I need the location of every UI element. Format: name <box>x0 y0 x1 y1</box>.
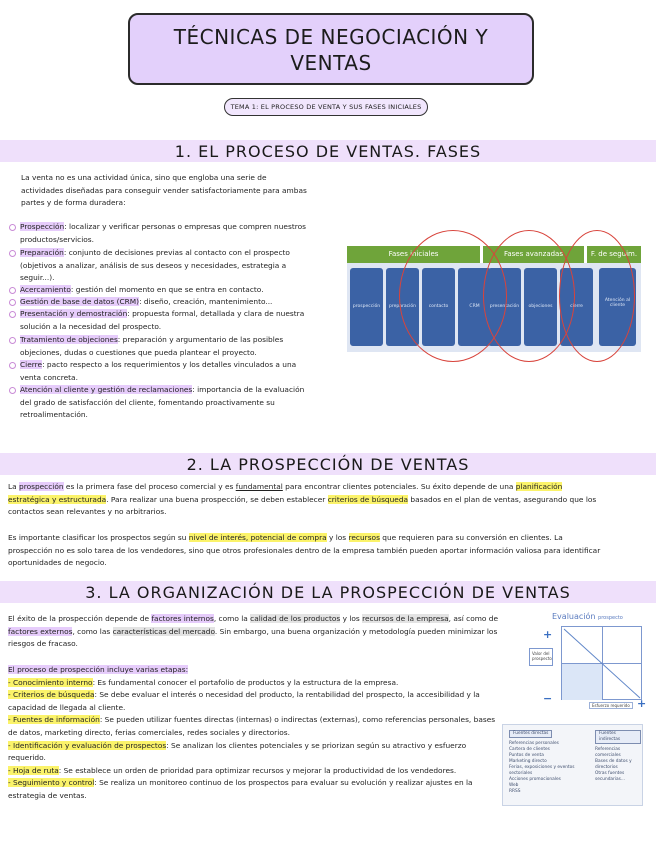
circle-annotation <box>559 230 635 362</box>
highlight: potencial de compra <box>250 533 327 542</box>
highlight: calidad de los productos <box>250 614 341 623</box>
phase-text-cont: del grado de satisfacción del cliente, fomentando proactivamente su retroalimentación. <box>20 397 275 420</box>
intro-line: partes y de forma duradera: <box>21 198 126 208</box>
list-item <box>8 790 508 803</box>
phase-term: Atención al cliente y gestión de reclamaciones <box>20 385 193 394</box>
text: , como la <box>213 614 251 623</box>
phase-column: presentación <box>488 268 521 346</box>
sales-phases-diagram <box>347 246 641 352</box>
document-title-box <box>128 13 534 85</box>
information-sources-table <box>502 724 643 806</box>
phase-text: : importancia de la evaluación <box>192 385 305 394</box>
phase-term: Prospección <box>20 222 65 231</box>
highlight: criterios de búsqueda <box>327 494 409 504</box>
list-intro-text: El proceso de prospección incluye varias etapas: <box>8 665 189 674</box>
step-term: - Seguimiento y control <box>8 778 95 788</box>
highlight: nivel de interés <box>188 533 246 542</box>
phase-text-cont: (objetivos a analizar, análisis de sus deseos y necesidades, estrategia a seguir...). <box>20 260 287 283</box>
phase-text: : diseño, creación, mantenimiento... <box>139 297 273 306</box>
plus-sign: + <box>543 628 553 641</box>
source-item: Referencias personales <box>509 741 559 746</box>
text: y los <box>326 533 349 542</box>
bullet-icon <box>9 311 16 318</box>
highlight: planificación <box>515 482 563 491</box>
list-item <box>8 714 508 727</box>
highlight: prospección <box>19 482 64 491</box>
source-item: Ferias, exposiciones y eventos sectoriales <box>509 765 575 776</box>
phase-term: Preparación <box>20 248 64 257</box>
list-item <box>8 740 508 753</box>
phase-text-cont: productos/servicios. <box>20 234 94 244</box>
matrix-title-text: Evaluación <box>552 612 596 621</box>
text: para encontrar clientes potenciales. Su éxito depende de una <box>282 482 516 491</box>
text: y los <box>340 614 363 623</box>
phase-item-cierre <box>8 359 322 384</box>
phase-group-header: Fases avanzadas <box>483 246 584 263</box>
source-item: Puntos de venta <box>509 753 544 758</box>
phase-text: : localizar y verificar personas o empresas que compren nuestros <box>64 222 306 231</box>
p-line <box>8 532 648 545</box>
highlight: estratégica <box>8 494 50 504</box>
step-term: - Hoja de ruta <box>8 765 59 775</box>
matrix-title <box>552 612 623 621</box>
list-item <box>8 777 508 790</box>
highlight: recursos <box>348 533 380 542</box>
text: . Sin embargo, una buena organización y metodología pueden minimizar los <box>214 626 498 636</box>
phase-item-acercamiento <box>8 284 322 297</box>
phase-column: cierre <box>560 268 593 346</box>
phase-term: Presentación y demostración <box>20 309 128 318</box>
source-item: Cartera de clientes <box>509 747 550 752</box>
bullet-icon <box>9 250 16 257</box>
bullet-icon <box>9 224 16 231</box>
list-item <box>8 677 508 690</box>
phase-term: Cierre <box>20 360 43 369</box>
text: , así como de <box>448 614 499 623</box>
phase-item-crm <box>8 296 322 309</box>
section-3-heading: 3. LA ORGANIZACIÓN DE LA PROSPECCIÓN DE VENTAS <box>85 583 571 602</box>
text: El éxito de la prospección depende de <box>8 614 152 623</box>
list-item <box>8 765 508 778</box>
highlight: características del mercado <box>112 626 215 636</box>
text: que requieren para su conversión en clientes. La <box>379 533 563 542</box>
list-item <box>8 727 508 740</box>
step-text: capacidad de llegada al cliente. <box>8 702 126 712</box>
section-2-paragraph-1 <box>8 481 648 519</box>
list-intro <box>8 664 508 677</box>
intro-line: La venta no es una actividad única, sino que engloba una serie de <box>21 173 267 182</box>
prospection-steps-list <box>8 664 508 803</box>
phase-term: Acercamiento <box>20 285 71 294</box>
list-item <box>8 702 508 715</box>
matrix-grid <box>561 626 642 700</box>
phase-item-preparacion <box>8 247 322 285</box>
text: basados en el plan de ventas, asegurando que los <box>408 494 597 504</box>
text: y <box>49 494 59 504</box>
section-1-heading: 1. EL PROCESO DE VENTAS. FASES <box>174 142 482 161</box>
phase-term: Tratamiento de objeciones <box>20 335 118 344</box>
minus-sign: − <box>543 692 553 705</box>
phase-text: : conjunto de decisiones previas al contacto con el prospecto <box>63 248 290 257</box>
p-line <box>8 626 523 639</box>
section-2-paragraph-2 <box>8 532 648 570</box>
step-text: : Se analizan los clientes potenciales y se priorizan según su atractivo y esfuerzo <box>166 740 467 750</box>
plus-sign: + <box>637 697 647 710</box>
phase-column: preparación <box>386 268 419 346</box>
phase-text: : gestión del momento en que se entra en contacto. <box>70 285 264 294</box>
topic-subtitle: TEMA 1: EL PROCESO DE VENTA Y SUS FASES INICIALES <box>224 98 428 116</box>
step-text: : Se pueden utilizar fuentes directas (internas) o indirectas (externas), como referencias personales, bases <box>99 715 496 725</box>
phase-text: : pacto respecto a los requerimientos y los detalles vinculados a una <box>42 360 297 369</box>
highlight: factores externos <box>8 626 73 636</box>
p-line <box>8 613 523 626</box>
phase-text-cont: objeciones, dudas o cuestiones que pueda plantear el proyecto. <box>20 347 257 357</box>
title-line-2: VENTAS <box>290 51 372 75</box>
p-line: oportunidades de negocio. <box>8 558 107 568</box>
matrix-subtitle: prospecto <box>598 615 623 621</box>
highlight: recursos de la empresa <box>362 614 449 623</box>
p-line: prospección no es solo tarea de los vendedores, sino que otros profesionales dentro de la empresa también pueden aportar información valiosa para identificar <box>8 545 601 555</box>
text: . Para realizar una buena prospección, se deben establecer <box>106 494 328 504</box>
indirect-sources-column <box>595 730 641 783</box>
text: Es importante clasificar los prospectos según su <box>8 533 189 542</box>
phase-text-cont: solución a la necesidad del prospecto. <box>20 321 162 331</box>
step-text: requerido. <box>8 753 46 763</box>
section-3-paragraph <box>8 613 523 651</box>
step-term: - Fuentes de información <box>8 715 100 725</box>
x-axis-label: Esfuerzo requerido <box>589 702 633 709</box>
phase-column: CRM <box>458 268 491 346</box>
column-header: Fuentes indirectas <box>595 730 641 744</box>
bullet-icon <box>9 337 16 344</box>
step-text: : Es fundamental conocer el portafolio de productos y la estructura de la empresa. <box>92 677 399 687</box>
section-2-heading: 2. LA PROSPECCIÓN DE VENTAS <box>186 455 470 474</box>
step-text: : Se establece un orden de prioridad para optimizar recursos y mejorar la productividad de los vendedores. <box>58 765 457 775</box>
bullet-icon <box>9 387 16 394</box>
phase-group-header: F. de seguim. <box>587 246 641 263</box>
section-1-intro <box>21 172 321 210</box>
phase-group-header: Fases iniciales <box>347 246 480 263</box>
list-item <box>8 752 508 765</box>
phase-text: : propuesta formal, detallada y clara de nuestra <box>127 309 305 318</box>
source-item: Web <box>509 783 519 788</box>
phase-item-atencion <box>8 384 322 422</box>
step-text: : Se realiza un monitoreo continuo de los prospectos para evaluar su evolución y realizar ajustes en la <box>94 778 473 788</box>
source-item: Acciones promocionales <box>509 777 561 782</box>
column-header: Fuentes directas <box>509 730 552 738</box>
phase-item-prospeccion <box>8 221 322 246</box>
p-line: contactos sean relevantes y no arbitrarios. <box>8 507 167 517</box>
prospect-evaluation-matrix <box>529 612 648 711</box>
source-item: Otras fuentes secundarias... <box>595 771 625 782</box>
text: La <box>8 482 19 491</box>
source-item: Bases de datos y directorios <box>595 759 632 770</box>
phase-term: Gestión de base de datos (CRM) <box>20 297 140 306</box>
bullet-icon <box>9 287 16 294</box>
highlight: fundamental <box>235 482 283 491</box>
text: , <box>245 533 251 542</box>
phase-column: contacto <box>422 268 455 346</box>
phase-item-objeciones <box>8 334 322 359</box>
y-axis-label: Valor del prospecto <box>529 648 553 666</box>
source-item: Referencias comerciales <box>595 747 621 758</box>
bullet-icon <box>9 299 16 306</box>
intro-line: actividades diseñadas para conseguir vender satisfactoriamente para ambas <box>21 185 307 195</box>
phase-column: prospección <box>350 268 383 346</box>
phase-text-cont: venta concreta. <box>20 372 78 382</box>
step-term: - Conocimiento interno <box>8 677 93 687</box>
step-text: : Se debe evaluar el interés o necesidad del producto, la rentabilidad del prospecto, la accesibilidad y la <box>94 690 480 700</box>
step-text: de datos, marketing directo, ferias comerciales, redes sociales y directorios. <box>8 727 290 737</box>
source-item: Marketing directo <box>509 759 547 764</box>
step-term: - Criterios de búsqueda <box>8 690 95 700</box>
phase-column: objeciones <box>524 268 557 346</box>
p-line: riesgos de fracaso. <box>8 639 78 649</box>
p-line <box>8 494 648 507</box>
diagonal-line <box>562 627 642 700</box>
step-text: estrategia de ventas. <box>8 790 87 800</box>
p-line <box>8 481 648 494</box>
direct-sources-column <box>509 730 587 795</box>
phase-item-presentacion <box>8 308 322 333</box>
list-item <box>8 689 508 702</box>
text: , como las <box>72 626 113 636</box>
step-term: - Identificación y evaluación de prospectos <box>8 740 167 750</box>
source-item: RRSS <box>509 789 521 794</box>
text: es la primera fase del proceso comercial y es <box>63 482 236 491</box>
phase-text: : preparación y argumentario de las posibles <box>117 335 284 344</box>
phase-column: Atención al cliente <box>599 268 636 346</box>
bullet-icon <box>9 362 16 369</box>
highlight: estructurada <box>58 494 107 504</box>
highlight: factores internos <box>151 614 214 623</box>
title-line-1: TÉCNICAS DE NEGOCIACIÓN Y <box>173 25 489 49</box>
